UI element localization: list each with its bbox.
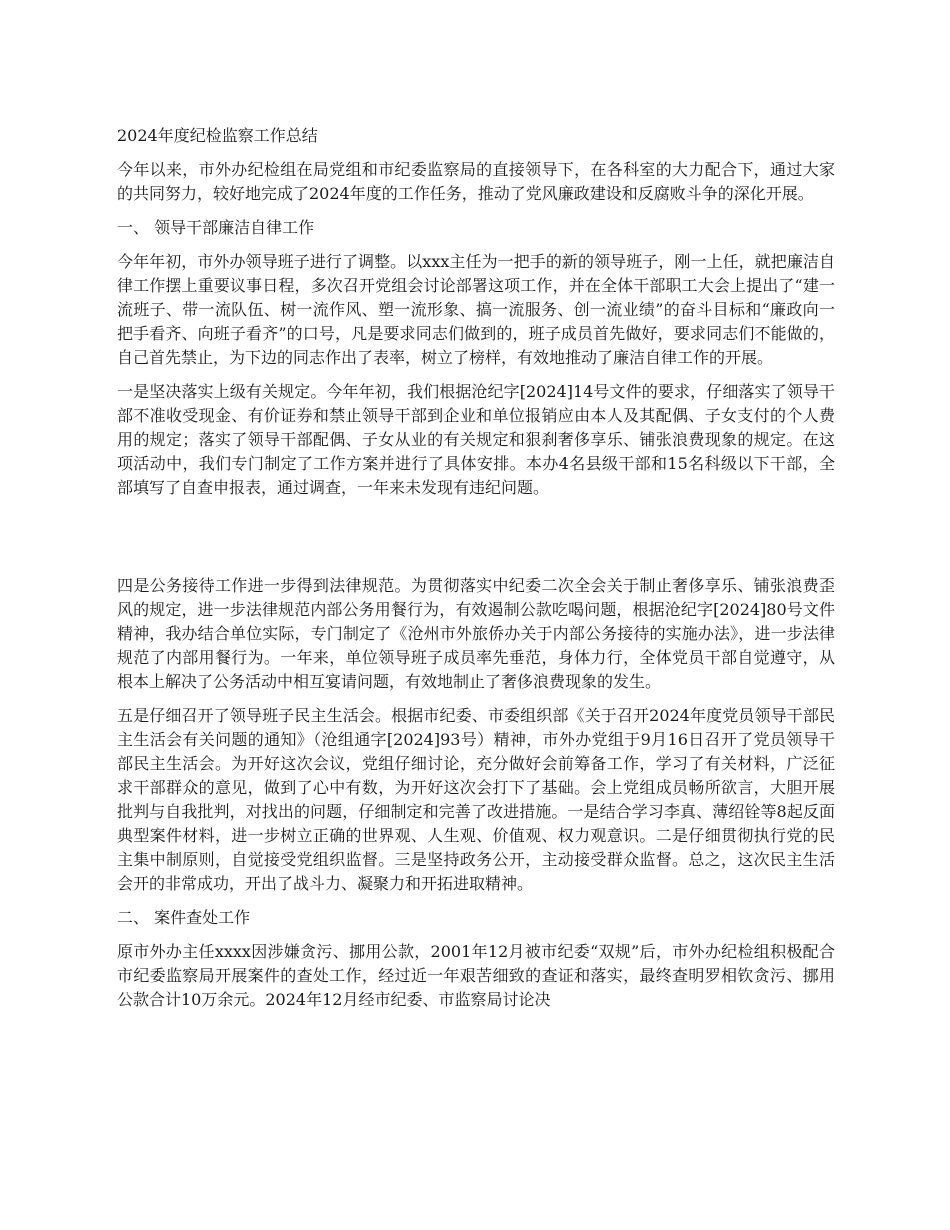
document-title: 2024年度纪检监察工作总结 [117,126,318,145]
section1-paragraph-2: 一是坚决落实上级有关规定。今年年初，我们根据沧纪字[2024]14号文件的要求，仔细落实了领导干部不准收受现金、有价证券和禁止领导干部到企业和单位报销应由本人及其配偶、子女支付的个人费用的规定；落实了领导干部配偶、子女从业的有关规定和狠刹奢侈享乐、铺张浪费现象的规定。在这项活动中，我们专门制定了工作方案并进行了具体安排。本办4名县级干部和15名科级以下干部，全部填写了自查申报表，通过调查，一年来未发现有违纪问题。 [117,382,835,497]
section2-paragraph-1: 原市外办主任xxxx因涉嫌贪污、挪用公款，2001年12月被市纪委“双规”后，市外办纪检组积极配合市纪委监察局开展案件的查处工作，经过近一年艰苦细致的查证和落实，最终查明罗相钦贪污、挪用公款合计10万余元。2024年12月经市纪委、市监察局讨论决 [117,942,835,1009]
intro-paragraph: 今年以来，市外办纪检组在局党组和市纪委监察局的直接领导下，在各科室的大力配合下，通过大家的共同努力，较好地完成了2024年度的工作任务，推动了党风廉政建设和反腐败斗争的深化开展。 [117,160,835,203]
section1-paragraph-4: 四是公务接待工作进一步得到法律规范。为贯彻落实中纪委二次全会关于制止奢侈享乐、铺张浪费歪风的规定，进一步法律规范内部公务用餐行为，有效遏制公款吃喝问题，根据沧纪字[2024]80号文件精神，我办结合单位实际，专门制定了《沧州市外旅侨办关于内部公务接待的实施办法》，进一步法律规范了内部用餐行为。一年来，单位领导班子成员率先垂范，身体力行，全体党员干部自觉遵守，从根本上解决了公务活动中相互宴请问题，有效地制止了奢侈浪费现象的发生。 [117,576,835,691]
blank-gap [117,510,835,574]
section-heading-2: 二、 案件查处工作 [117,908,251,927]
section-heading-1: 一、 领导干部廉洁自律工作 [117,218,315,237]
section1-paragraph-1: 今年年初，市外办领导班子进行了调整。以xxx主任为一把手的新的领导班子，刚一上任，就把廉洁自律工作摆上重要议事日程，多次召开党组会讨论部署这项工作，并在全体干部职工大会上提出了“建一流班子、带一流队伍、树一流作风、塑一流形象、搞一流服务、创一流业绩”的奋斗目标和“廉政向一把手看齐、向班子看齐”的口号，凡是要求同志们做到的，班子成员首先做好，要求同志们不能做的，自己首先禁止，为下边的同志作出了表率，树立了榜样，有效地推动了廉洁自律工作的开展。 [117,252,835,367]
document-page [117,124,835,1022]
section1-paragraph-5: 五是仔细召开了领导班子民主生活会。根据市纪委、市委组织部《关于召开2024年度党员领导干部民主生活会有关问题的通知》（沧组通字[2024]93号）精神，市外办党组于9月16日召开了党员领导干部民主生活会。为开好这次会议，党组仔细讨论，充分做好会前筹备工作，学习了有关材料，广泛征求干部群众的意见，做到了心中有数，为开好这次会打下了基础。会上党组成员畅所欲言，大胆开展批判与自我批判，对找出的问题，仔细制定和完善了改进措施。一是结合学习李真、薄绍铨等8起反面典型案件材料，进一步树立正确的世界观、人生观、价值观、权力观意识。二是仔细贯彻执行党的民主集中制原则，自觉接受党组织监督。三是坚持政务公开，主动接受群众监督。总之，这次民主生活会开的非常成功，开出了战斗力、凝聚力和开拓进取精神。 [117,706,835,893]
